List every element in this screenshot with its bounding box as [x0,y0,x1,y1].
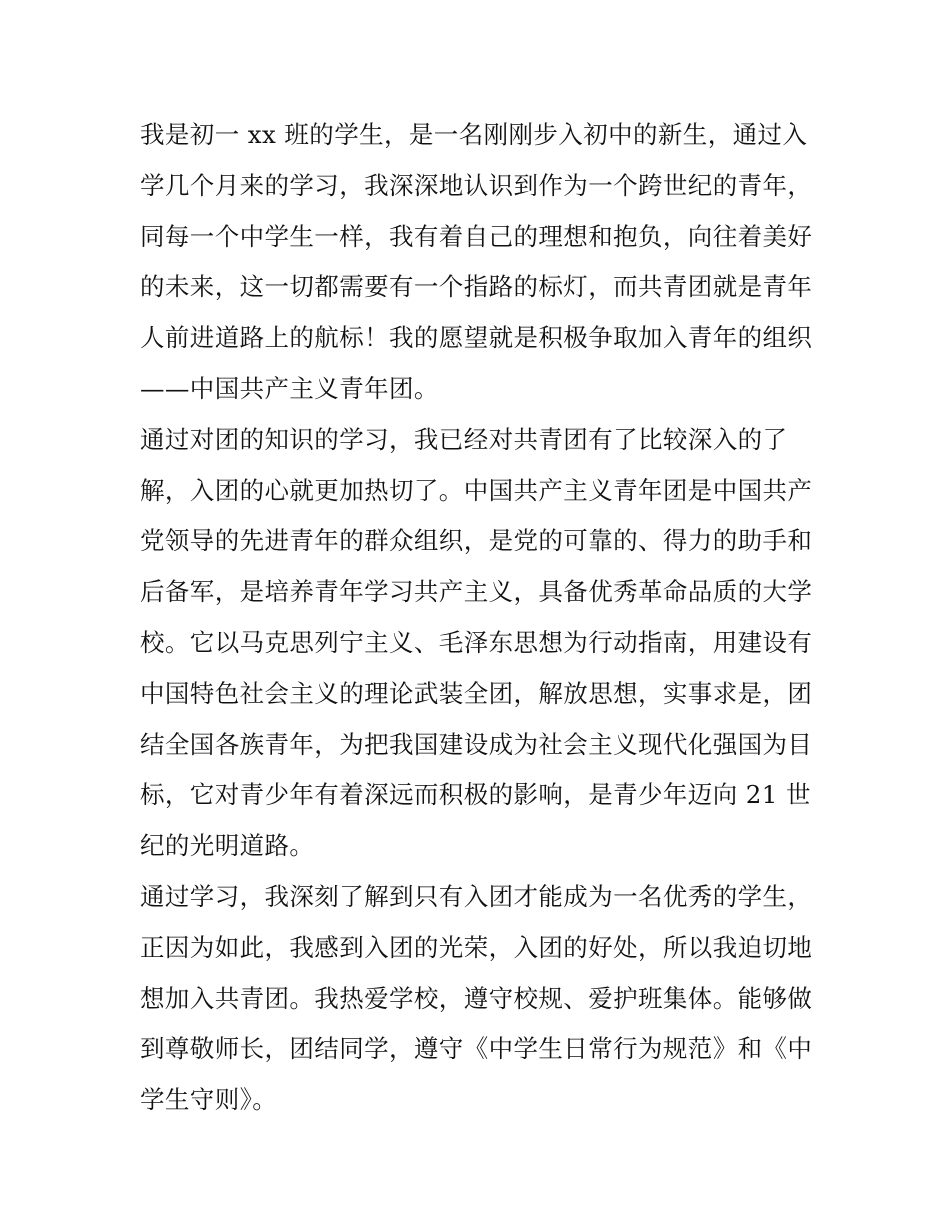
text-line: 校。它以马克思列宁主义、毛泽东思想为行动指南，用建设有 [140,627,813,657]
text-line: 纪的光明道路。 [140,831,315,861]
text-line: 学生守则》。 [140,1085,278,1115]
text-line: 标，它对青少年有着深远而积极的影响，是青少年迈向 21 世 [140,780,811,810]
paragraph-3 [140,872,820,1126]
text-line: 结全国各族青年，为把我国建设成为社会主义现代化强国为目 [140,729,813,759]
text-line: 解，入团的心就更加热切了。中国共产主义青年团是中国共产 [140,475,813,505]
text-line: 的未来，这一切都需要有一个指路的标灯，而共青团就是青年 [140,272,813,302]
text-line: 党领导的先进青年的群众组织，是党的可靠的、得力的助手和 [140,526,813,556]
text-line: 正因为如此，我感到入团的光荣，入团的好处，所以我迫切地 [140,932,813,962]
paragraph-2 [140,415,820,872]
text-line: 我是初一 xx 班的学生，是一名刚刚步入初中的新生，通过入 [140,120,808,149]
text-line: 通过学习，我深刻了解到只有入团才能成为一名优秀的学生， [140,881,813,911]
text-line: ——中国共产主义青年团。 [140,373,439,403]
text-line: 人前进道路上的航标！我的愿望就是积极争取加入青年的组织 [140,323,813,353]
paragraph-1 [140,110,820,415]
text-line: 想加入共青团。我热爱学校，遵守校规、爱护班集体。能够做 [140,983,813,1013]
document-body [140,110,820,1126]
text-line: 通过对团的知识的学习，我已经对共青团有了比较深入的了 [140,424,788,454]
text-line: 中国特色社会主义的理论武装全团，解放思想，实事求是，团 [140,678,813,708]
text-line: 后备军，是培养青年学习共产主义，具备优秀革命品质的大学 [140,577,813,607]
text-line: 同每一个中学生一样，我有着自己的理想和抱负，向往着美好 [140,221,813,251]
text-line: 学几个月来的学习，我深深地认识到作为一个跨世纪的青年， [140,170,813,200]
text-line: 到尊敬师长，团结同学，遵守《中学生日常行为规范》和《中 [140,1034,813,1064]
